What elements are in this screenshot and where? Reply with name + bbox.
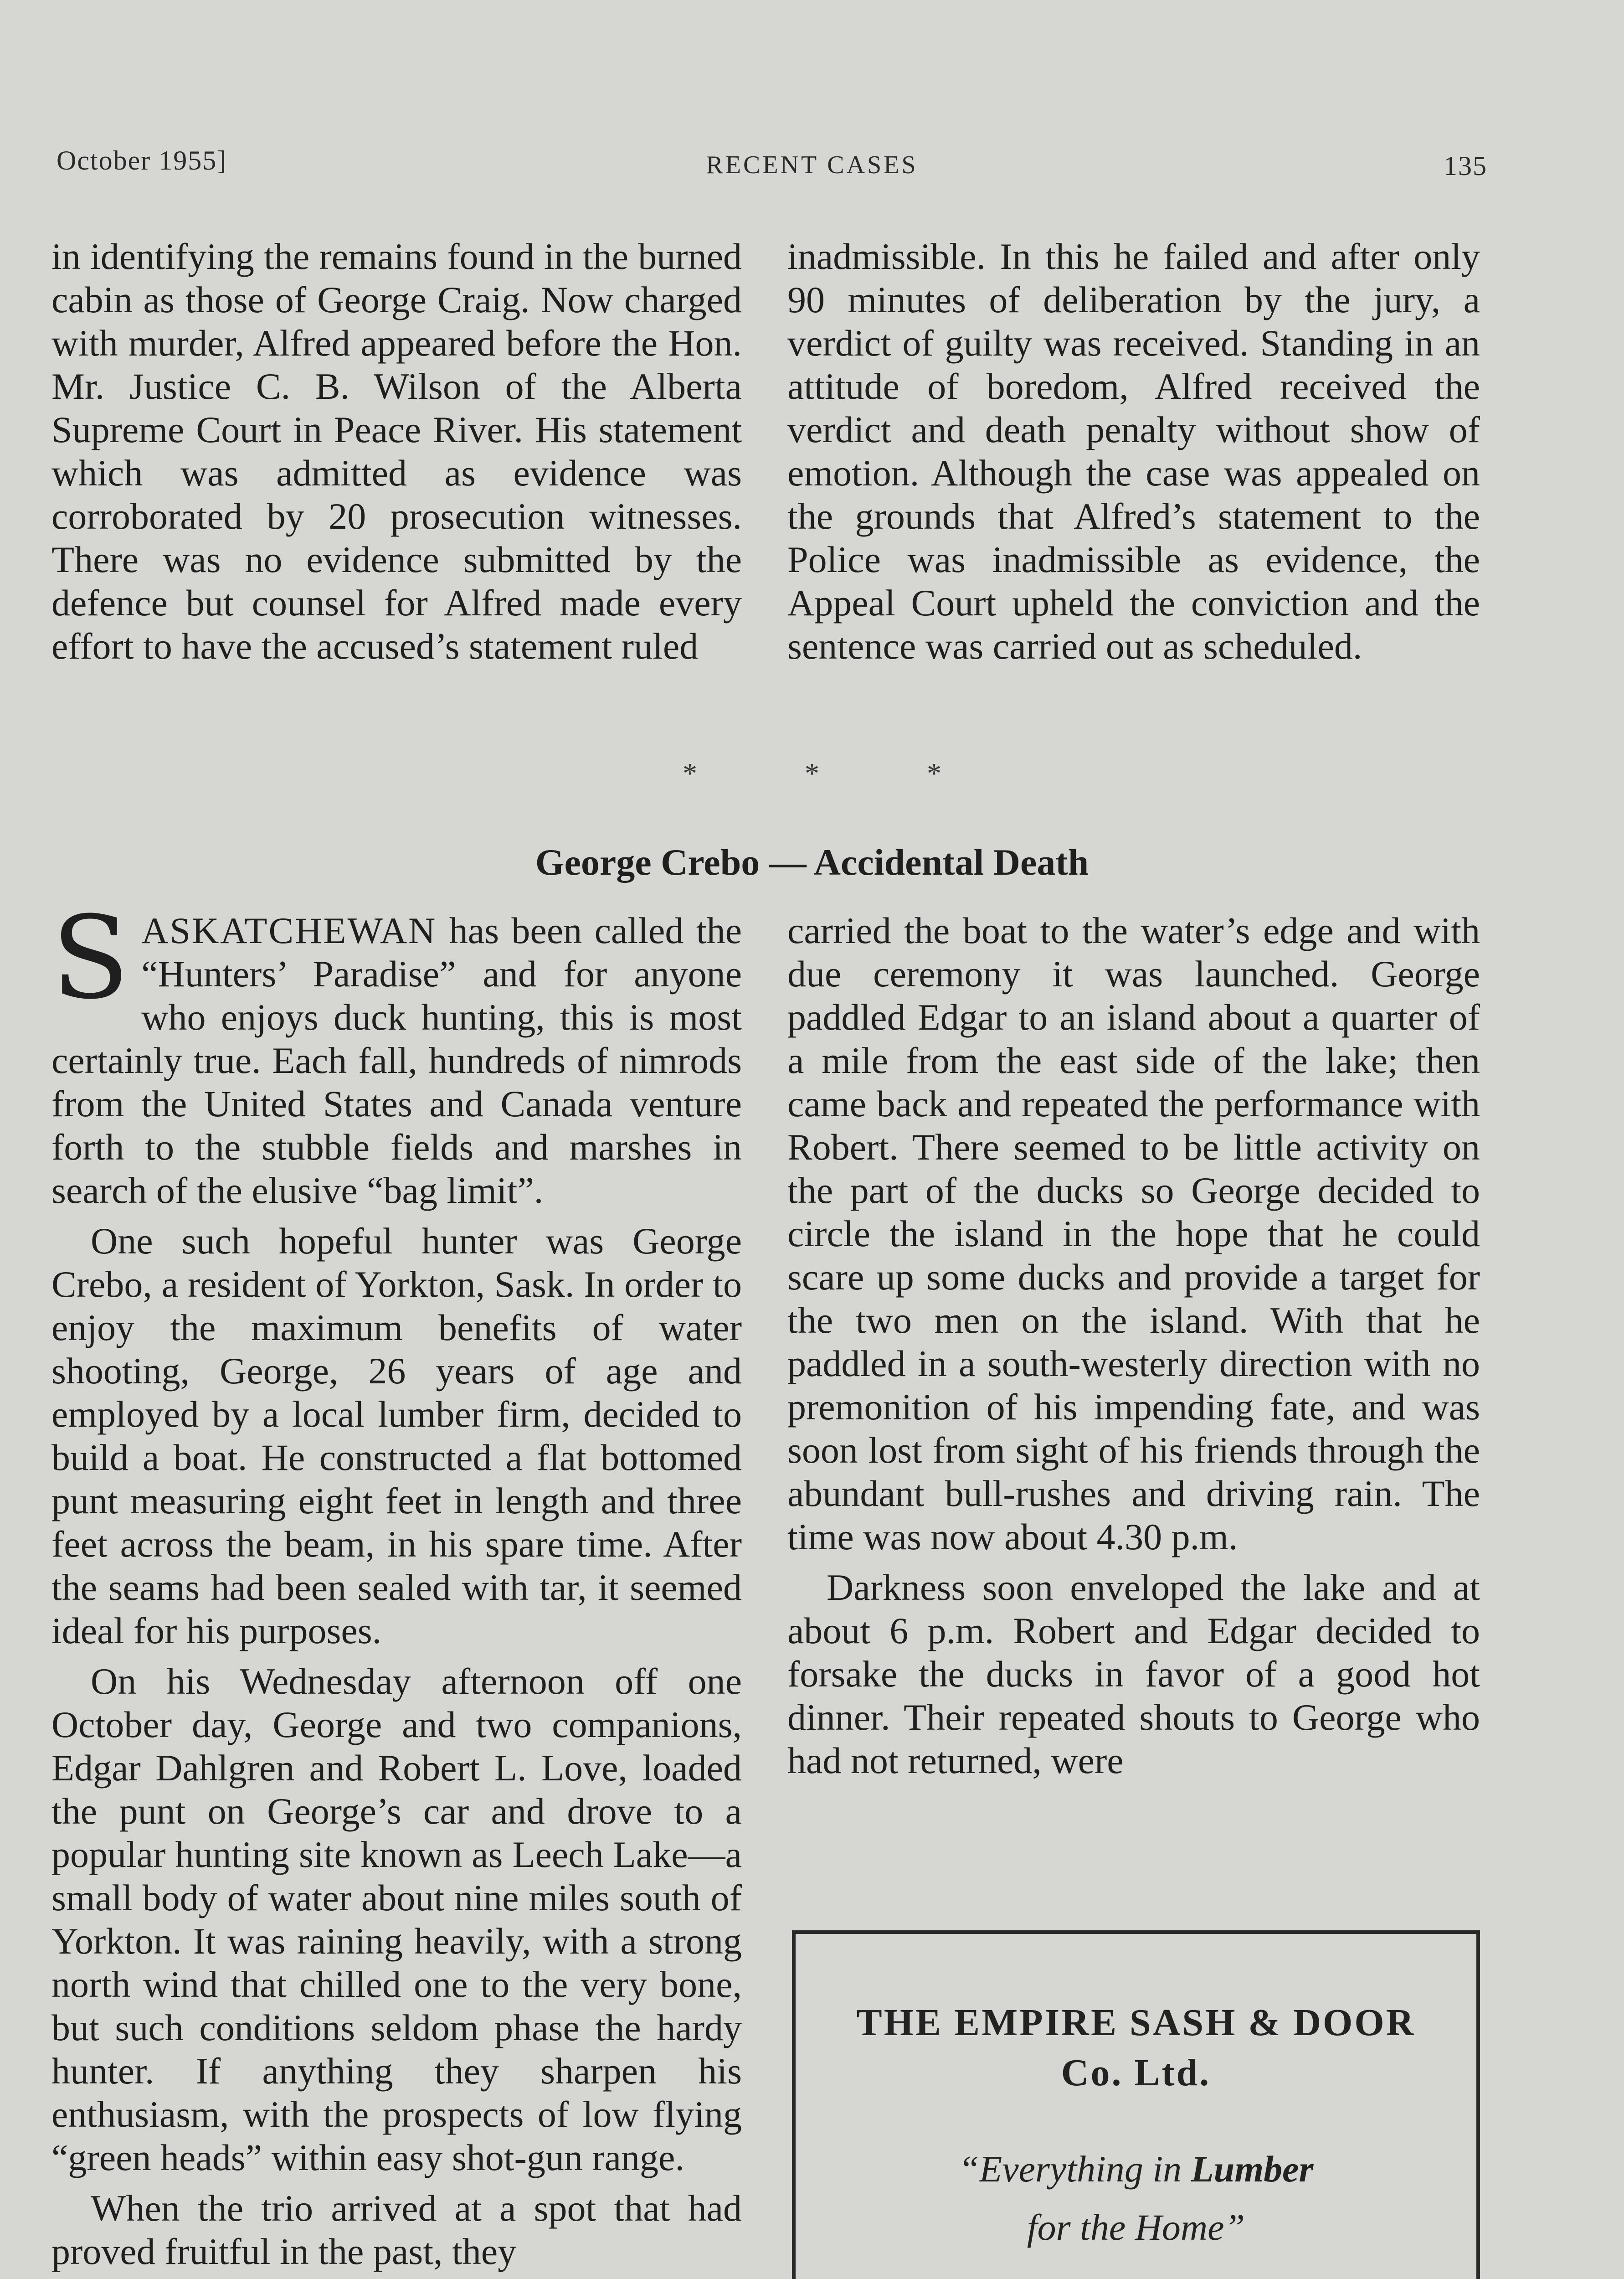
section-separator (0, 757, 1624, 790)
paragraph (51, 892, 742, 1212)
top-right-column (787, 235, 1480, 668)
ad-company-line: THE EMPIRE SASH & DOOR (856, 2001, 1416, 2044)
ad-tagline-line: for the Home” (1027, 2207, 1245, 2248)
article-title: George Crebo — Accidental Death (535, 841, 1089, 883)
top-left-column (51, 235, 742, 668)
drop-cap: S (51, 892, 130, 1024)
paragraph: When the trio arrived at a spot that had proved fruitful in the past, they (51, 2187, 742, 2272)
paragraph: One such hopeful hunter was George Crebo, a resident of Yorkton, Sask. In order to enjoy the maximum benefits of water shooting, George, 26 years of age and employed by a local lumber firm, decided to build a boat. He constructed a flat bottomed punt measuring eight feet in length and three feet across the beam, in his spare time. After the seams had been sealed with tar, it seemed ideal for his purposes. (51, 1220, 742, 1651)
paragraph: inadmissible. In this he failed and after only 90 minutes of deliberation by the jury, a verdict of guilty was received. Standing in an attitude of boredom, Alfred received the verdict and death penalty without show of emotion. Although the case was appealed on the grounds that Alfred’s statement to the Police was inadmissible as evidence, the Appeal Court upheld the conviction and the sentence was carried out as scheduled. (787, 236, 1480, 667)
article-right-column (787, 909, 1480, 1782)
ad-company-name (796, 1998, 1476, 2098)
page-number: 135 (1444, 151, 1487, 181)
ad-tagline-emphasis: Lumber (1191, 2148, 1314, 2190)
asterisk: * (927, 757, 941, 789)
ad-tagline (796, 2140, 1476, 2257)
paragraph: On his Wednesday afternoon off one October day, George and two companions, Edgar Dahlgren and Robert L. Love, loaded the punt on George’s car and drove to a popular hunting site known as Leech Lake—a small body of water about nine miles south of Yorkton. It was raining heavily, with a strong north wind that chilled one to the very bone, but such conditions seldom phase the hardy hunter. If anything they sharpen his enthusiasm, with the prospects of low flying “green heads” within easy shot-gun range. (51, 1660, 742, 2178)
article-left-column (51, 892, 742, 2273)
paragraph: Darkness soon enveloped the lake and at about 6 p.m. Robert and Edgar decided to forsake the ducks in favor of a good hot dinner. Their repeated shouts to George who had not returned, were (787, 1567, 1480, 1781)
first-word: ASKATCHEWAN (141, 910, 437, 951)
ad-company-line: Co. Ltd. (1061, 2052, 1211, 2094)
section-heading: RECENT CASES (706, 151, 918, 179)
issue-date: October 1955] (57, 145, 227, 175)
paragraph-text: has been called the “Hunters’ Paradise” and for anyone who enjoys duck hunting, this is most certainly true. Each fall, hundreds of nimrods from the United States and Canada venture forth to the stubble fields and marshes in search of the elusive “bag limit”. (51, 910, 742, 1211)
ad-tagline-text: “Everything in (958, 2148, 1191, 2190)
advertisement-box (792, 1930, 1480, 2279)
asterisk: * (683, 757, 697, 789)
asterisk: * (805, 757, 819, 789)
paragraph: in identifying the remains found in the burned cabin as those of George Craig. Now charged with murder, Alfred appeared before the Hon. Mr. Justice C. B. Wilson of the Alberta Supreme Court in Peace River. His statement which was admitted as evidence was corroborated by 20 prosecution witnesses. There was no evidence submitted by the defence but counsel for Alfred made every effort to have the accused’s statement ruled (51, 236, 742, 667)
ad-tagline-line (796, 2140, 1476, 2198)
paragraph: carried the boat to the water’s edge and with due ceremony it was launched. George paddled Edgar to an island about a quarter of a mile from the east side of the lake; then came back and repeated the performance with Robert. There seemed to be little activity on the part of the ducks so George decided to circle the island in the hope that he could scare up some ducks and provide a target for the two men on the island. With that he paddled in a south-westerly direction with no premonition of his impending fate, and was soon lost from sight of his friends through the abundant bull-rushes and driving rain. The time was now about 4.30 p.m. (787, 910, 1480, 1557)
